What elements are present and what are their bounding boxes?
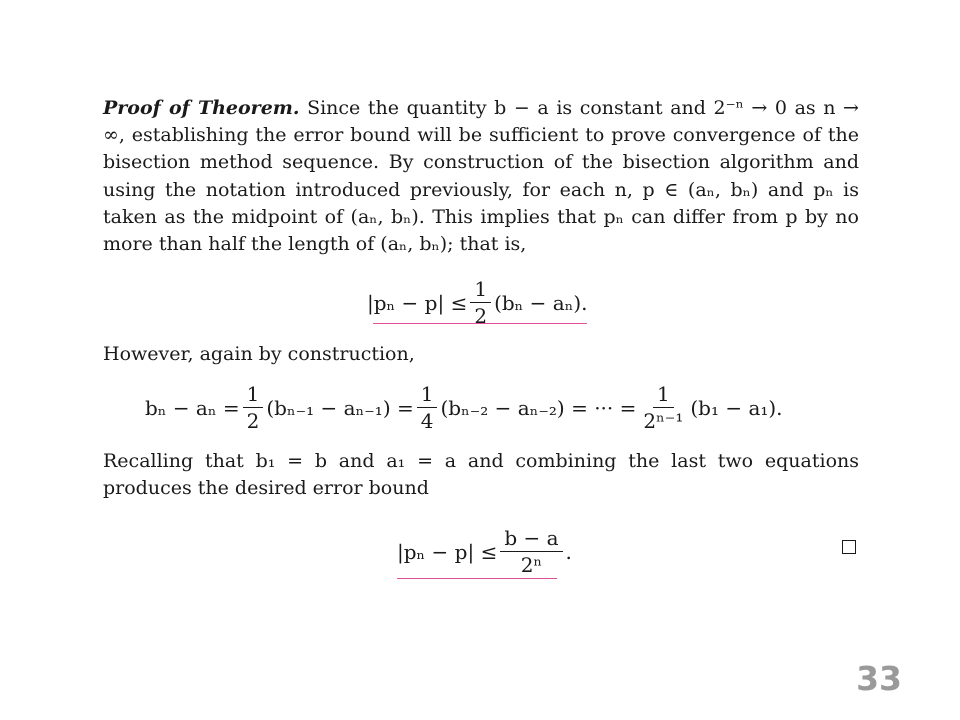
equation-1-numerator: 1 bbox=[470, 278, 491, 303]
equation-2-fraction-3-numerator: 1 bbox=[653, 383, 674, 408]
equation-1-denominator: 2 bbox=[474, 304, 488, 328]
equation-error-half-interval bbox=[367, 278, 588, 327]
equation-2-term-2: (bₙ₋₂ − aₙ₋₂) = ··· = bbox=[440, 395, 637, 420]
equation-1-rhs: (bₙ − aₙ). bbox=[494, 290, 588, 315]
equation-2-fraction-1-numerator: 1 bbox=[243, 383, 264, 408]
equation-3-lhs: |pₙ − p| ≤ bbox=[397, 539, 498, 564]
equation-2-fraction-1-denominator: 2 bbox=[246, 409, 260, 433]
equation-2-term-1: (bₙ₋₁ − aₙ₋₁) = bbox=[266, 395, 414, 420]
equation-3-numerator: b − a bbox=[500, 527, 562, 552]
highlight-underline-1 bbox=[373, 323, 587, 324]
equation-2-term-3: (b₁ − a₁). bbox=[690, 395, 783, 420]
equation-2-fraction-3 bbox=[639, 383, 687, 432]
highlight-underline-2 bbox=[397, 578, 557, 579]
equation-3-rhs: . bbox=[565, 539, 572, 564]
equation-1-lhs: |pₙ − p| ≤ bbox=[367, 290, 468, 315]
equation-interval-halving-chain bbox=[145, 383, 783, 432]
proof-heading: Proof of Theorem. bbox=[103, 97, 300, 119]
proof-paragraph bbox=[103, 95, 859, 258]
however-text: However, again by construction, bbox=[103, 343, 415, 365]
equation-error-bound bbox=[397, 527, 572, 576]
equation-2-fraction-2 bbox=[417, 383, 438, 432]
equation-2-fraction-1 bbox=[243, 383, 264, 432]
qed-square-icon bbox=[842, 540, 856, 554]
equation-1-fraction bbox=[470, 278, 491, 327]
equation-2-fraction-2-numerator: 1 bbox=[417, 383, 438, 408]
equation-2-fraction-2-denominator: 4 bbox=[420, 409, 434, 433]
equation-2-fraction-3-denominator: 2ⁿ⁻¹ bbox=[643, 409, 684, 433]
slide-page-number: 33 bbox=[856, 659, 902, 698]
equation-3-denominator: 2ⁿ bbox=[520, 553, 543, 577]
equation-3-fraction bbox=[500, 527, 562, 576]
proof-body-text: Since the quantity b − a is constant and 2⁻ⁿ → 0 as n → ∞, establishing the error bound will be sufficient to prove convergence of the bisection method sequence. By construction of the bisection algorithm and using the notation introduced previously, for each n, p ∈ (aₙ, bₙ) and pₙ is taken as the midpoint of (aₙ, bₙ). This implies that pₙ can differ from p by no more than half the length of (aₙ, bₙ); that is, bbox=[103, 97, 859, 256]
equation-2-lhs: bₙ − aₙ = bbox=[145, 395, 240, 420]
recalling-text: Recalling that b₁ = b and a₁ = a and combining the last two equations produces the desired error bound bbox=[103, 450, 859, 499]
